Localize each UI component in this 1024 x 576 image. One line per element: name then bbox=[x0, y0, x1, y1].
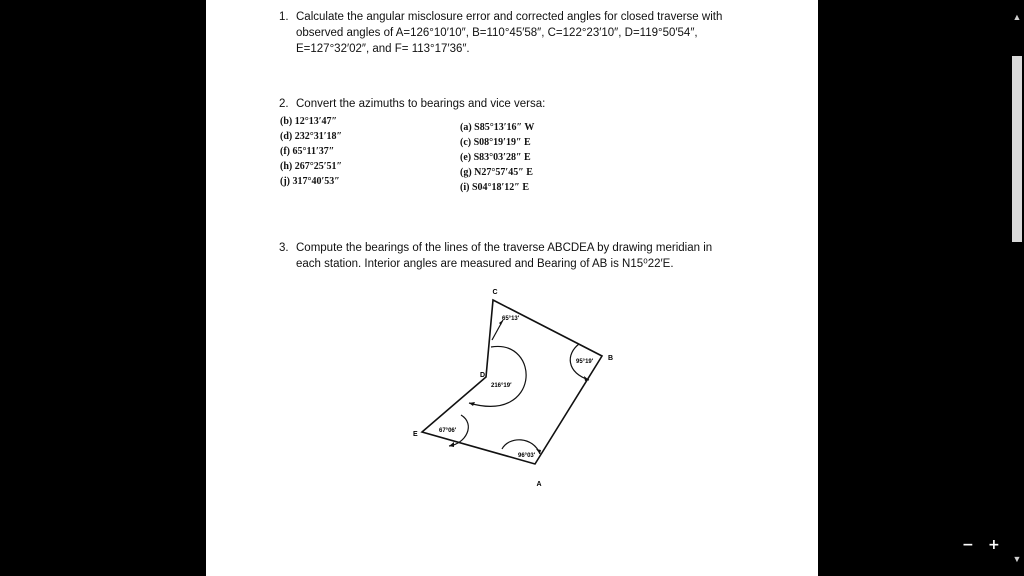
station-label-c: C bbox=[492, 289, 498, 296]
vertical-scrollbar[interactable] bbox=[1010, 0, 1024, 576]
scroll-down-icon[interactable]: ▼ bbox=[1012, 554, 1022, 564]
question-3-line-1: Compute the bearings of the lines of the traverse ABCDEA by drawing meridian in bbox=[296, 242, 713, 254]
list-item: (e) S83°03′28″ E bbox=[460, 152, 531, 163]
angle-label-c: 65°13′ bbox=[502, 316, 520, 322]
traverse-outline bbox=[422, 300, 602, 464]
angle-arc-a bbox=[502, 440, 540, 454]
azimuth-list bbox=[280, 114, 342, 189]
question-3-number: 3. bbox=[279, 242, 289, 254]
scroll-up-icon[interactable]: ▲ bbox=[1012, 12, 1022, 22]
station-label-d: D bbox=[480, 372, 486, 379]
list-item: (j) 317°40′53″ bbox=[280, 176, 340, 187]
list-item: (i) S04°18′12″ E bbox=[460, 182, 530, 193]
scroll-thumb[interactable] bbox=[1012, 56, 1022, 242]
angle-arc-d bbox=[469, 346, 526, 406]
zoom-in-button[interactable]: + bbox=[988, 537, 1000, 553]
document-page bbox=[206, 0, 818, 576]
bearing-list bbox=[460, 120, 534, 195]
list-item: (f) 65°11′37″ bbox=[280, 146, 335, 157]
station-label-e: E bbox=[413, 431, 418, 438]
angle-label-d: 216°19′ bbox=[491, 383, 512, 389]
angle-label-e: 67°06′ bbox=[439, 428, 457, 434]
zoom-out-button[interactable]: − bbox=[962, 537, 974, 553]
list-item: (a) S85°13′16″ W bbox=[460, 122, 535, 133]
question-1-line-3: E=127°32′02″, and F= 113°17′36″. bbox=[296, 43, 470, 55]
question-3-line-2: each station. Interior angles are measured and Bearing of AB is N15⁰22′E. bbox=[296, 258, 674, 270]
angle-label-a: 96°03′ bbox=[518, 453, 536, 459]
question-1-number: 1. bbox=[279, 11, 289, 23]
angle-label-b: 95°19′ bbox=[576, 359, 594, 365]
list-item: (c) S08°19′19″ E bbox=[460, 137, 531, 148]
list-item: (g) N27°57′45″ E bbox=[460, 167, 533, 178]
list-item: (h) 267°25′51″ bbox=[280, 161, 343, 172]
station-label-a: A bbox=[536, 481, 542, 488]
question-1-line-2: observed angles of A=126°10′10″, B=110°45′58″, C=122°23′10″, D=119°50′54″, bbox=[296, 27, 698, 39]
question-1-line-1: Calculate the angular misclosure error and corrected angles for closed traverse with bbox=[296, 11, 723, 23]
station-label-b: B bbox=[608, 355, 614, 362]
traverse-diagram bbox=[406, 284, 626, 494]
list-item: (b) 12°13′47″ bbox=[280, 116, 338, 127]
question-2-text: Convert the azimuths to bearings and vice versa: bbox=[296, 98, 546, 110]
list-item: (d) 232°31′18″ bbox=[280, 131, 343, 142]
question-2-number: 2. bbox=[279, 98, 289, 110]
